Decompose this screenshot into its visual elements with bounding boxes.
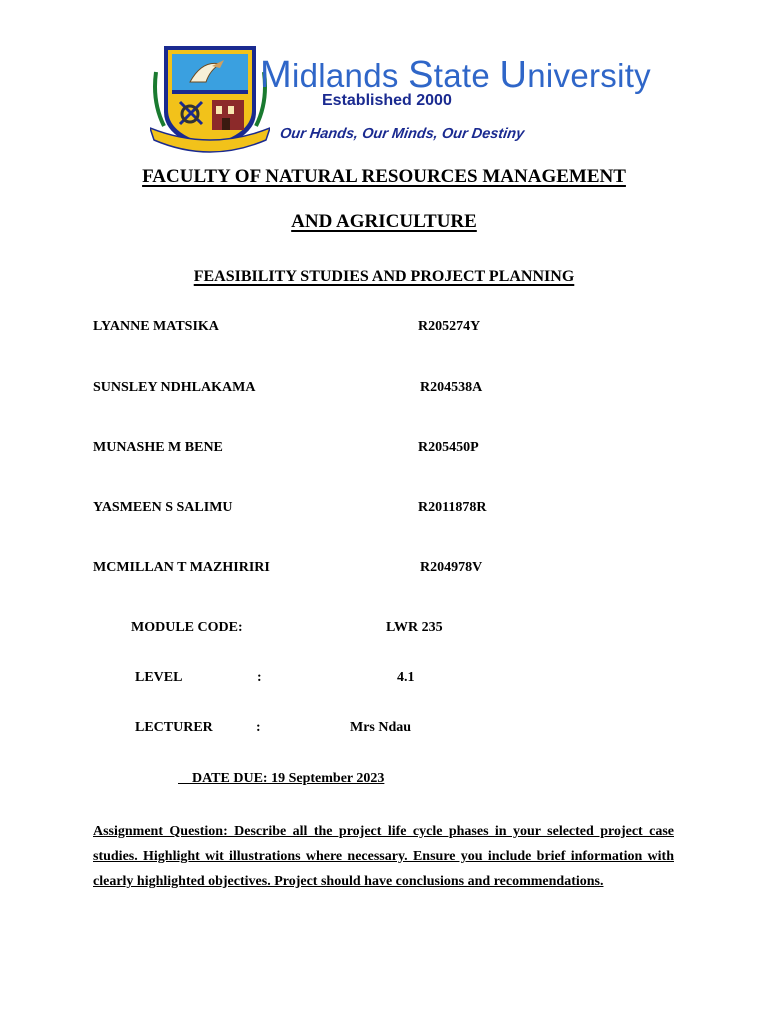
student-name: SUNSLEY NDHLAKAMA [93,380,256,395]
university-motto: Our Hands, Our Minds, Our Destiny [278,126,526,142]
student-reg-number: R204538A [420,380,483,395]
student-name: MCMILLAN T MAZHIRIRI [93,560,270,575]
lecturer-colon: : [256,720,261,735]
student-reg-number: R204978V [420,560,483,575]
faculty-title-line2: AND AGRICULTURE [291,211,477,232]
level-value: 4.1 [397,670,415,685]
student-name: MUNASHE M BENE [93,440,223,455]
faculty-title-line1: FACULTY OF NATURAL RESOURCES MANAGEMENT [142,166,626,187]
date-due: DATE DUE: 19 September 2023 [178,771,385,786]
student-reg-number: R2011878R [418,500,487,515]
student-reg-number: R205450P [418,440,479,455]
lecturer-label: LECTURER [135,720,213,735]
established-year: Established 2000 [322,92,452,109]
lecturer-value: Mrs Ndau [350,720,412,735]
assignment-question: Assignment Question: Describe all the project life cycle phases in your selected project case studies. Highlight wit illustrations where necessary. Ensure you include brief information with clearly highlighted objectives. Project should have conclusions and recommendations. [93,824,674,889]
student-reg-number: R205274Y [418,319,481,334]
level-label: LEVEL [135,670,183,685]
university-name: Midlands State University [260,54,651,96]
student-name: LYANNE MATSIKA [93,319,219,334]
level-colon: : [257,670,262,685]
university-crest-icon [150,42,270,154]
university-logo [150,42,650,154]
module-title: FEASIBILITY STUDIES AND PROJECT PLANNING [193,268,575,285]
module-code-label: MODULE CODE: [131,620,243,635]
student-name: YASMEEN S SALIMU [93,500,233,515]
module-code-value: LWR 235 [386,620,443,635]
